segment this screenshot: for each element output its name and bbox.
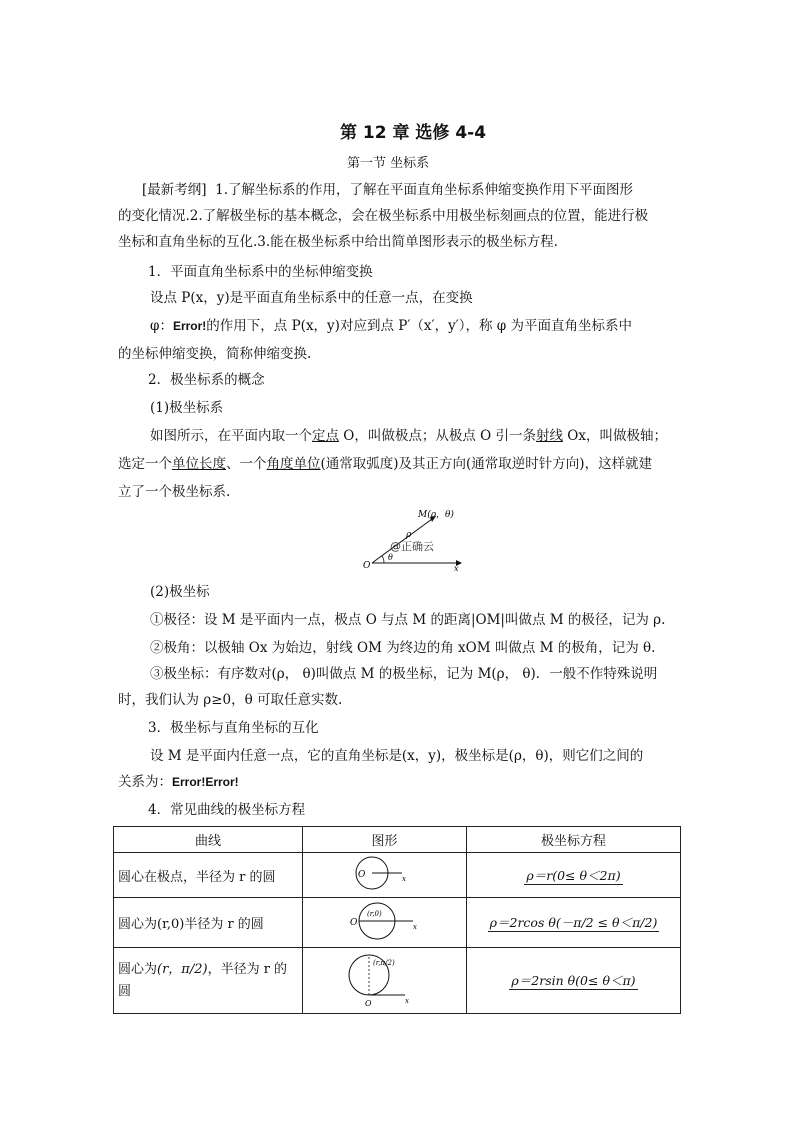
underlined-term: 角度单位 [266,456,321,472]
intro-line-2: 的变化情况.2.了解极坐标的基本概念，会在极坐标系中用极坐标刻画点的位置，能进行极 [118,208,649,224]
header-equation: 极坐标方程 [467,827,681,853]
equation: ρ＝2rsin θ(0≤ θ＜π) [511,973,636,988]
circle-on-axis-figure [345,899,425,943]
s1-line-2-rest: 的作用下，点 P(x，y)对应到点 P′（x′，y′），称 φ 为平面直角坐标系中 [206,318,633,334]
s1-line-1: 设点 P(x，y)是平面直角坐标系中的任意一点，在变换 [150,290,473,306]
underlined-term: 射线 [536,428,564,444]
s3-line-1: 设 M 是平面内任意一点，它的直角坐标是(x，y)，极坐标是(ρ，θ)，则它们之间的 [150,748,644,764]
chapter-title: 第 12 章 选修 4-4 [340,123,487,143]
underlined-term: 单位长度 [172,456,226,472]
rho-label: ρ [406,530,412,540]
equation-cell [467,853,681,898]
intro-line-1 [142,178,633,202]
intro-tag: [最新考纲] [142,182,207,198]
s2-heading: 2．极坐标系的概念 [148,372,265,388]
s3-line-2 [118,770,239,794]
figure-cell [303,948,467,1014]
text: 圆心为 [118,961,158,977]
point-m-label: M(ρ，θ) [418,510,454,520]
text: O，叫做极点；从极点 O 引一条 [339,428,537,444]
s3-heading: 3．极坐标与直角坐标的互化 [148,720,319,736]
s1-line-2 [150,314,632,338]
axis-x-label: x [454,564,459,573]
s1-heading: 1．平面直角坐标系中的坐标伸缩变换 [148,264,373,280]
origin-label: O [364,998,372,1008]
figure-cell [303,853,467,898]
origin-label: O [363,561,371,571]
equation: ρ＝r(0≤ θ＜2π) [526,867,621,883]
intro-line-3: 坐标和直角坐标的互化.3.能在极坐标系中给出简单图形表示的极坐标方程. [118,234,558,250]
s2-sub1: (1)极坐标系 [150,400,224,416]
section-title: 第一节 坐标系 [347,156,430,171]
curve-cell: 圆心为(r,0)半径为 r 的圆 [114,898,303,948]
axis-x-label: x [401,875,406,883]
text: 选定一个 [118,456,172,472]
circle-at-pole-figure [350,853,420,893]
phi-label: φ： [150,318,173,334]
header-figure: 图形 [303,827,467,853]
polar-figure [360,505,470,573]
text: (通常取弧度)及其正方向(通常取逆时针方向)，这样就建 [320,456,653,472]
figure-cell [303,898,467,948]
table-row [114,898,681,948]
polar-radius-item: ①极径：设 M 是平面内一点，极点 O 与点 M 的距离|OM|叫做点 M 的极径，记为 ρ. [150,612,666,628]
s2-sub2: (2)极坐标 [150,584,210,600]
angle-arc [382,556,384,563]
s2-para-line-3: 立了一个极坐标系. [118,484,231,500]
table-row [114,948,681,1014]
center-label: (r,π/2) [372,958,395,967]
s2-para-line-2 [118,452,652,476]
polar-equation-table [113,826,681,1014]
table-header-row [114,827,681,853]
underlined-term: 定点 [312,428,339,444]
intro-text-1: 1.了解坐标系的作用，了解在平面直角坐标系伸缩变换作用下平面图形 [215,182,634,198]
axis-x-label: x [412,922,417,931]
error-placeholder: Error!Error! [172,775,239,789]
center-point: (r，π/2) [157,961,208,977]
watermark: @正确云 [390,540,434,553]
equation: ρ＝2rcos θ(－π/2 ≤ θ＜π/2) [489,915,658,930]
circle-above-pole-figure [345,949,425,1009]
s2-para-line-1 [150,424,667,448]
theta-label: θ [388,553,393,562]
text: 圆 [118,983,132,999]
origin-label: O [357,870,365,880]
error-placeholder: Error! [172,319,207,333]
header-curve: 曲线 [114,827,303,853]
text: Ox，叫做极轴； [563,428,667,444]
text: 、一个 [226,456,267,472]
s1-line-3: 的坐标伸缩变换，简称伸缩变换. [118,346,312,362]
origin-label: O [349,917,357,928]
polar-coord-item-cont: 时，我们认为 ρ≥0，θ 可取任意实数. [118,692,343,708]
text: 关系为： [118,774,172,790]
center-label: (r,0) [366,909,382,918]
axis-x-label: x [404,996,409,1005]
polar-angle-item: ②极角：以极轴 Ox 为始边，射线 OM 为终边的角 xOM 叫做点 M 的极角，记为 θ. [150,640,656,656]
curve-cell [114,948,303,1014]
polar-coord-item: ③极坐标：有序数对(ρ， θ)叫做点 M 的极坐标，记为 M(ρ， θ)．一般不作特殊说明 [150,666,658,682]
s4-heading: 4．常见曲线的极坐标方程 [148,802,306,818]
curve-cell: 圆心在极点，半径为 r 的圆 [114,853,303,898]
table-row [114,853,681,898]
text: 如图所示，在平面内取一个 [150,428,312,444]
equation-cell [467,898,681,948]
equation-cell [467,948,681,1014]
text: ，半径为 r 的 [207,961,288,977]
